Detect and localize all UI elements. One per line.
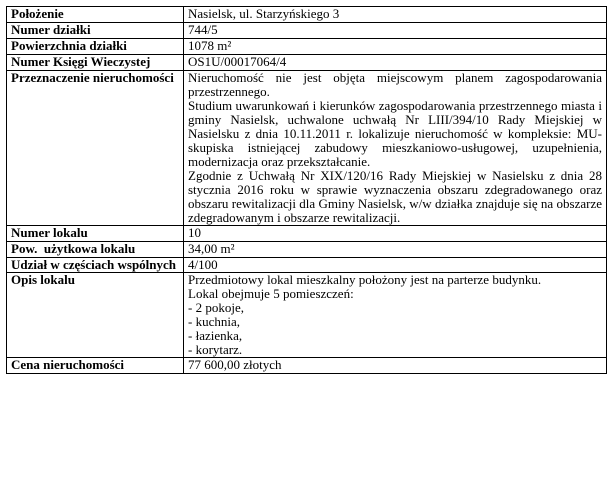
label-powierzchnia: Powierzchnia działki (7, 39, 184, 55)
row-udzial (7, 258, 607, 273)
value-polozenie: Nasielsk, ul. Starzyńskiego 3 (184, 7, 607, 23)
row-ksiega (7, 55, 607, 71)
value-numer-dzialki: 744/5 (184, 23, 607, 39)
label-cena: Cena nieruchomości (7, 358, 184, 374)
value-przeznaczenie (184, 71, 607, 226)
value-numer-lokalu: 10 (184, 226, 607, 242)
list-item: - korytarz. (188, 342, 243, 357)
label-udzial: Udział w częściach wspólnych (7, 258, 184, 273)
value-ksiega: OS1U/00017064/4 (184, 55, 607, 71)
row-polozenie (7, 7, 607, 23)
opis-paragraph: Przedmiotowy lokal mieszkalny położony jest na parterze budynku. (188, 272, 542, 287)
label-przeznaczenie: Przeznaczenie nieruchomości (7, 71, 184, 226)
list-item: - łazienka, (188, 328, 243, 343)
value-udzial: 4/100 (184, 258, 607, 273)
value-powierzchnia: 1078 m² (184, 39, 607, 55)
row-cena (7, 358, 607, 374)
list-item: - kuchnia, (188, 314, 240, 329)
list-item: - 2 pokoje, (188, 300, 244, 315)
property-details-table (6, 6, 607, 374)
opis-paragraph: Lokal obejmuje 5 pomieszczeń: (188, 286, 354, 301)
value-cena: 77 600,00 złotych (184, 358, 607, 374)
label-opis: Opis lokalu (7, 273, 184, 358)
przeznaczenie-paragraph: Nieruchomość nie jest objęta miejscowym planem zagospodarowania przestrzennego. (188, 70, 602, 99)
row-numer-lokalu (7, 226, 607, 242)
przeznaczenie-paragraph: Zgodnie z Uchwałą Nr XIX/120/16 Rady Miejskiej w Nasielsku z dnia 28 stycznia 2016 roku w sprawie wyznaczenia obszaru zdegradowanego oraz obszaru rewitalizacji dla Gminy Nasielsk, w/w działka znajduje się na obszarze zdegradowanym i obszarze rewitalizacji. (188, 168, 602, 225)
row-numer-dzialki (7, 23, 607, 39)
room-list (188, 301, 602, 357)
row-przeznaczenie (7, 71, 607, 226)
label-numer-dzialki: Numer działki (7, 23, 184, 39)
value-opis (184, 273, 607, 358)
row-pow-uzytkowa (7, 242, 607, 258)
przeznaczenie-paragraph: Studium uwarunkowań i kierunków zagospodarowania przestrzennego miasta i gminy Nasielsk, uchwalone uchwałą Nr LIII/394/10 Rady Miejskiej w Nasielsku z dnia 10.11.2011 r. lokalizuje nieruchomość w kompleksie: MU- skupiska istniejącej zabudowy mieszkaniowo-usługowej, uzupełnienia, modernizacja oraz przekształcanie. (188, 98, 602, 169)
label-pow-uzytkowa: Pow. użytkowa lokalu (7, 242, 184, 258)
row-powierzchnia (7, 39, 607, 55)
label-ksiega: Numer Księgi Wieczystej (7, 55, 184, 71)
row-opis (7, 273, 607, 358)
label-polozenie: Położenie (7, 7, 184, 23)
label-numer-lokalu: Numer lokalu (7, 226, 184, 242)
value-pow-uzytkowa: 34,00 m² (184, 242, 607, 258)
